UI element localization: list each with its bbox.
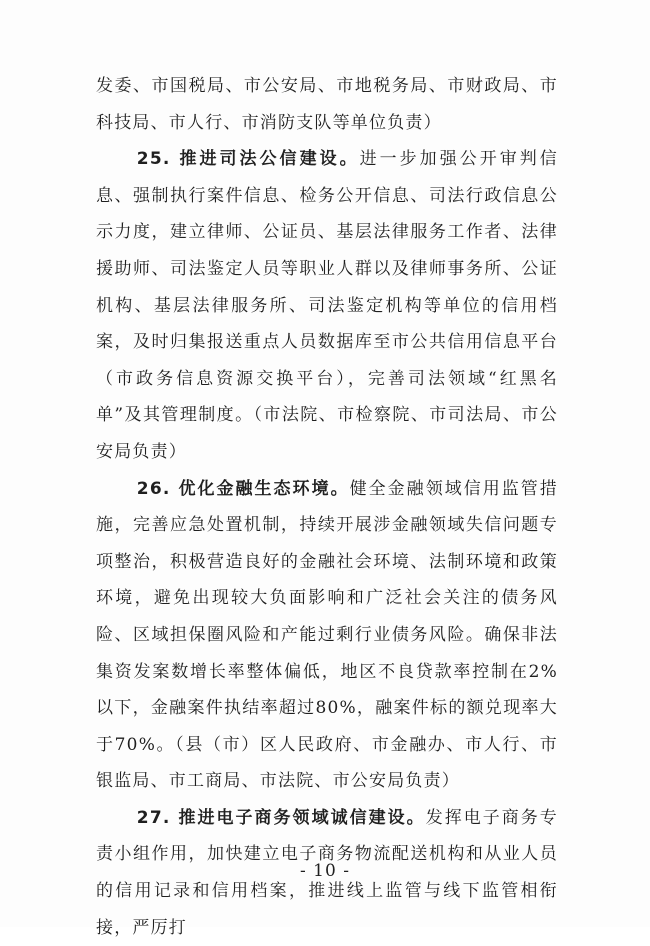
paragraph-27-heading: 27. 推进电子商务领域诚信建设。 xyxy=(136,807,426,828)
paragraph-continuation-text: 发委、市国税局、市公安局、市地税务局、市财政局、市科技局、市人行、市消防支队等单位负责） xyxy=(96,76,558,133)
paragraph-26-heading: 26. 优化金融生态环境。 xyxy=(136,478,350,499)
paragraph-25-heading: 25. 推进司法公信建设。 xyxy=(136,149,360,170)
paragraph-25-text: 进一步加强公开审判信息、强制执行案件信息、检务公开信息、司法行政信息公示力度，建立律师、公证员、基层法律服务工作者、法律援助师、司法鉴定人员等职业人群以及律师事务所、公证机构、基层法律服务所、司法鉴定机构等单位的信用档案，及时归集报送重点人员数据库至市公共信用信息平台（市政务信息资源交换平台），完善司法领域“红黑名单”及其管理制度。（市法院、市检察院、市司法局、市公安局负责） xyxy=(96,149,558,462)
paragraph-27-text: 发挥电子商务专责小组作用，加快建立电子商务物流配送机构和从业人员的信用记录和信用档案，推进线上监管与线下监管相衔接，严厉打 xyxy=(96,807,558,938)
paragraph-25 xyxy=(96,141,558,470)
document-body xyxy=(96,68,558,946)
paragraph-26-text: 健全金融领域信用监管措施，完善应急处置机制，持续开展涉金融领域失信问题专项整治，积极营造良好的金融社会环境、法制环境和政策环境，避免出现较大负面影响和广泛社会关注的债务风险、区域担保圈风险和产能过剩行业债务风险。确保非法集资发案数增长率整体偏低，地区不良贷款率控制在2%以下，金融案件执结率超过80%，融案件标的额兑现率大于70%。（县（市）区人民政府、市金融办、市人行、市银监局、市工商局、市法院、市公安局负责） xyxy=(96,478,559,792)
paragraph-continuation xyxy=(96,68,558,141)
page-number: - 10 - xyxy=(300,861,350,881)
paragraph-26 xyxy=(96,471,558,800)
